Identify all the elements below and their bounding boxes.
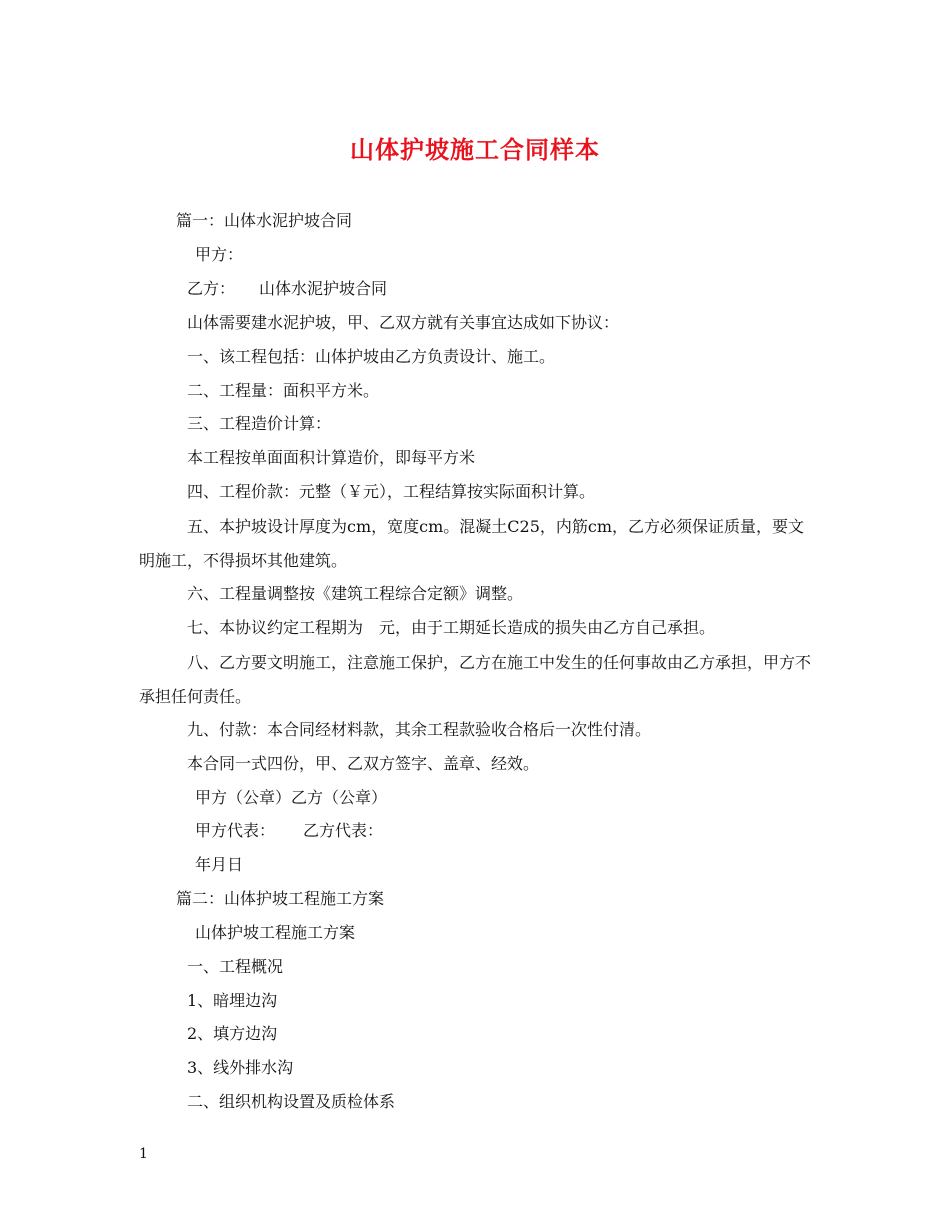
clause-2: 二、工程量：面积平方米。 [187,381,380,400]
party-b-line [187,278,387,300]
copies-clause: 本合同一式四份，甲、乙双方签字、盖章、经效。 [187,754,540,773]
representative-line [195,820,383,842]
date-line: 年月日 [195,855,244,874]
plan-item-1: 1、暗埋边沟 [187,991,278,1010]
clause-6: 六、工程量调整按《建筑工程综合定额》调整。 [187,584,524,603]
party-b-value: 山体水泥护坡合同 [259,279,388,298]
section-heading-part-one: 篇一：山体水泥护坡合同 [176,211,353,230]
party-b-representative: 乙方代表： [303,821,384,840]
clause-9: 九、付款：本合同经材料款，其余工程款验收合格后一次性付清。 [187,720,652,739]
clause-1: 一、该工程包括：山体护坡由乙方负责设计、施工。 [187,347,556,366]
plan-item-3: 3、线外排水沟 [187,1058,294,1077]
agreement-intro: 山体需要建水泥护坡，甲、乙双方就有关事宜达成如下协议： [187,313,620,332]
plan-section-2: 二、组织机构设置及质检体系 [187,1092,396,1111]
party-a-representative: 甲方代表： [195,821,276,840]
clause-7: 七、本协议约定工程期为 元，由于工期延长造成的损失由乙方自己承担。 [187,618,716,637]
clause-8: 八、乙方要文明施工，注意施工保护，乙方在施工中发生的任何事故由乙方承担，甲方不承担任何责任。 [139,653,812,706]
plan-title: 山体护坡工程施工方案 [195,923,356,942]
plan-item-2: 2、填方边沟 [187,1024,278,1043]
clause-3-detail: 本工程按单面面积计算造价，即每平方米 [187,448,476,467]
party-a-line: 甲方： [195,245,244,264]
party-b-label: 乙方： [187,279,236,298]
plan-section-1: 一、工程概况 [187,957,284,976]
clause-4: 四、工程价款：元整（￥元），工程结算按实际面积计算。 [187,482,596,501]
seal-line: 甲方（公章）乙方（公章） [195,788,388,807]
document-title: 山体护坡施工合同样本 [350,135,600,164]
page-number: 1 [139,1146,148,1162]
clause-3: 三、工程造价计算： [187,414,332,433]
clause-5: 五、本护坡设计厚度为cm，宽度cm。混凝土C25，内筋cm，乙方必须保证质量，要文明施工，不得损坏其他建筑。 [139,517,805,570]
section-heading-part-two: 篇二：山体护坡工程施工方案 [176,889,385,908]
